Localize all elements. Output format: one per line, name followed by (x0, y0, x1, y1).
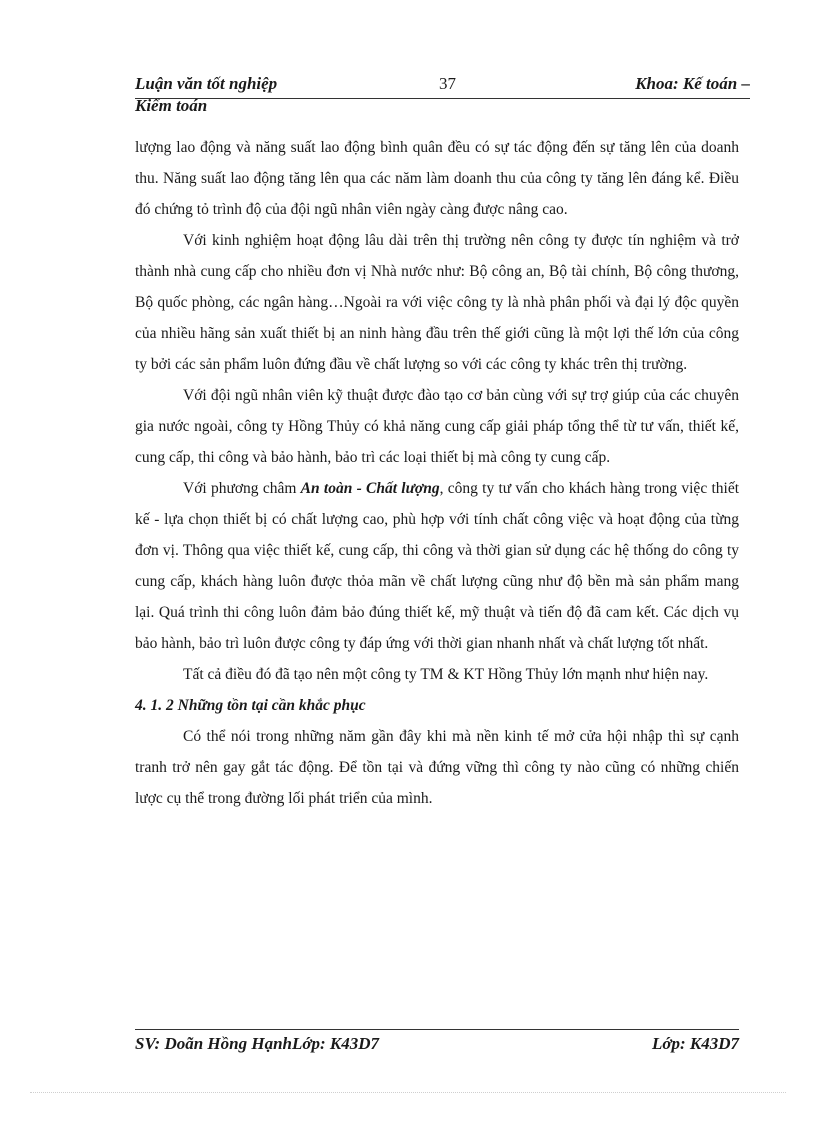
paragraph-3: Với đội ngũ nhân viên kỹ thuật được đào tạo cơ bản cùng với sự trợ giúp của các chuyên gia nước ngoài, công ty Hồng Thủy có khả năng cung cấp giải pháp tổng thể từ tư vấn, thiết kế, cung cấp, thi công và bảo hành, bảo trì các loại thiết bị mà công ty cung cấp. (135, 387, 739, 466)
paragraph-4 (135, 473, 739, 659)
footer-student-info: SV: Doãn Hồng HạnhLớp: K43D7 (135, 1034, 380, 1053)
motto-emphasis: An toàn - Chất lượng (300, 480, 440, 497)
paragraph-1: lượng lao động và năng suất lao động bình quân đều có sự tác động đến sự tăng lên của doanh thu. Năng suất lao động tăng lên qua các năm làm doanh thu của công ty tăng lên đáng kể. Điều đó chứng tỏ trình độ của đội ngũ nhân viên ngày càng được nâng cao. (135, 139, 739, 218)
paragraph-6: Có thể nói trong những năm gần đây khi mà nền kinh tế mở cửa hội nhập thì sự cạnh tranh trở nên gay gắt tác động. Để tồn tại và đứng vững thì công ty nào cũng có những chiến lược cụ thể trong đường lối phát triển của mình. (135, 728, 739, 807)
page-header (135, 74, 750, 99)
page-boundary-divider (30, 1092, 786, 1093)
paragraph-5: Tất cả điều đó đã tạo nên một công ty TM & KT Hồng Thủy lớn mạnh như hiện nay. (183, 666, 709, 683)
paragraph-4-body: , công ty tư vấn cho khách hàng trong việc thiết kế - lựa chọn thiết bị có chất lượng cao, phù hợp với tính chất công việc và hoạt động của từng đơn vị. Thông qua việc thiết kế, cung cấp, thi công và thời gian sử dụng các hệ thống do công ty cung cấp, khách hàng luôn được thỏa mãn về chất lượng cũng như độ bền mà sản phẩm mang lại. Quá trình thi công luôn đảm bảo đúng thiết kế, mỹ thuật và tiến độ đã cam kết. Các dịch vụ bảo hành, bảo trì luôn được công ty đáp ứng với thời gian nhanh nhất và chất lượng tốt nhất. (135, 480, 740, 652)
header-faculty-continuation: Kiểm toán (135, 96, 208, 115)
page-footer (135, 1029, 739, 1058)
paragraph-2: Với kinh nghiệm hoạt động lâu dài trên thị trường nên công ty được tín nghiệm và trở thành nhà cung cấp cho nhiều đơn vị Nhà nước như: Bộ công an, Bộ tài chính, Bộ công thương, Bộ quốc phòng, các ngân hàng…Ngoài ra với việc công ty là nhà phân phối và đại lý độc quyền của nhiều hãng sản xuất thiết bị an ninh hàng đầu trên thế giới cũng là một lợi thế lớn của công ty bởi các sản phẩm luôn đứng đầu về chất lượng so với các công ty khác trên thị trường. (135, 232, 739, 373)
page-number: 37 (439, 74, 456, 93)
document-body (135, 132, 739, 814)
header-thesis-title: Luận văn tốt nghiệp (135, 74, 278, 93)
paragraph-4-intro: Với phương châm (183, 480, 301, 497)
section-heading: 4. 1. 2 Những tồn tại cần khắc phục (135, 697, 366, 714)
header-faculty: Khoa: Kế toán – (635, 74, 750, 93)
footer-class: Lớp: K43D7 (651, 1034, 739, 1053)
